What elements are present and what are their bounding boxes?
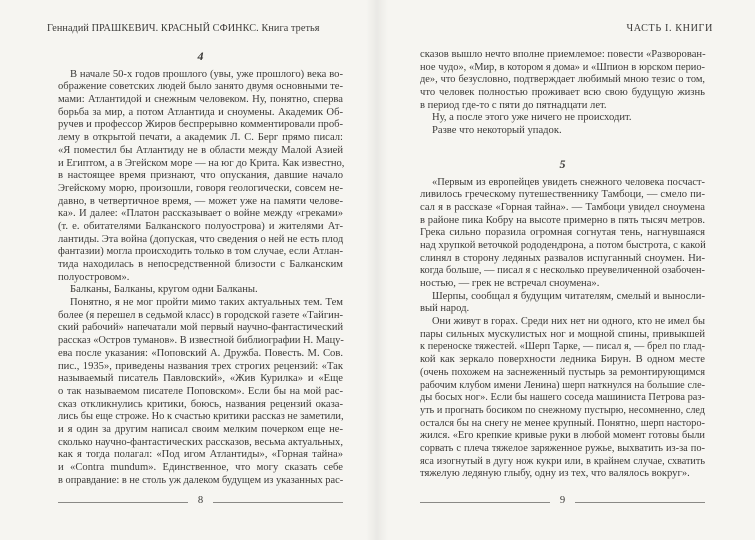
text-line: в оправдание: в не столь уж далеком будущем из указанных рас- <box>58 474 344 486</box>
paragraph <box>58 284 343 297</box>
text-line: Грека сильно поразила огромная согнутая тень, нагнувшаяся <box>420 227 705 239</box>
text-line: ева после указания: «Поповский А. Дружба. Повесть. М. Сов. <box>58 347 343 359</box>
footer-rule <box>575 502 705 503</box>
text-line: Разве что некоторый упадок. <box>432 125 562 137</box>
page-number: 8 <box>197 495 204 506</box>
text-line: ностью, — грек не встречал сноумена». <box>420 278 600 289</box>
text-line: к переноске тяжестей. «Шерп Тарке, — писал я, — брел по глад- <box>420 341 705 353</box>
page-footer-right <box>420 495 705 509</box>
text-line: лись бы еще строже. Но к счастью критики рассказ не заметили, <box>58 411 344 423</box>
text-line: о так называемом писателе Поповском». Если бы на мой рас- <box>58 385 343 397</box>
text-line: жился. «Его крепкие кривые руки в любой момент готовы были <box>420 430 705 442</box>
text-line: сказ откликнулись критики, боюсь, названия рецензий оказа- <box>58 398 343 410</box>
left-page-body <box>58 50 343 487</box>
text-line: что человек полностью проживает всю свою будущую жизнь <box>420 87 705 99</box>
text-line: уть и прогнать босиком по снежному пустырю, несомненно, след <box>420 404 705 416</box>
paragraph <box>58 69 343 285</box>
text-line: пары сильных мускулистых ног и мощной спины, привыкшей <box>420 328 705 340</box>
footer-rule <box>58 502 188 503</box>
text-line: Эгейскому морю, произошли, говоря геологически, совсем не- <box>58 182 343 194</box>
page-footer-left <box>58 495 343 509</box>
text-line: и Египтом, а в Эгейском море — на юг до Крита. Как известно, <box>58 157 345 169</box>
text-line: полуостровом». <box>58 271 130 283</box>
text-line: ка». И далее: «Платон рассказывает о войне между «греками» <box>58 208 343 220</box>
text-line: ручев и профессор Жиров беспрерывно комментировали проб- <box>58 119 344 131</box>
page-number: 9 <box>559 495 566 506</box>
running-head-right: ЧАСТЬ I. КНИГИ <box>626 23 713 34</box>
text-line: над хрупкой веточкой рододендрона, а потом быстрота, с какой <box>420 239 706 251</box>
text-line: остался бы на снегу не менее крупный. Понятно, шерп насторо- <box>420 417 705 429</box>
text-line: когда больше, — писал я с несколько преувеличенной озабочен- <box>420 265 705 277</box>
text-line: яса изогнутый в дугу нож кукри или, в крайнем случае, схватить <box>420 455 705 467</box>
paragraph <box>420 125 705 138</box>
paragraph <box>420 316 705 481</box>
text-line: ливилось греческому путешественнику Тамбоци, — смело пи- <box>420 189 705 201</box>
paragraph <box>420 177 705 291</box>
text-line: более (я перешел в седьмой класс) в городской газете «Тайгин- <box>58 309 344 321</box>
text-line: лантиды. Эта война (допуская, что сведения о ней не есть плод <box>58 233 344 245</box>
text-line: вый народ. <box>420 303 470 315</box>
text-line: называемый писатель Павловский», «Жив Курилка» и «Еще <box>58 373 343 385</box>
text-line: сорвать с плеча тяжелое заряженное ружье, выхватить из-за по- <box>420 442 705 454</box>
text-line: ский рабочий» напечатали мой первый научно-фантастический <box>58 322 343 334</box>
text-line: фантазии) могла происходить только в том случае, если Атлан- <box>58 246 343 258</box>
right-page <box>378 0 755 540</box>
text-line: и «Contra mundum». Единственное, что могу сказать себе <box>58 462 343 473</box>
chapter-heading: 5 <box>559 156 566 171</box>
text-line: борьба за мир, а потом Атлантида и сноумены. Академик Об- <box>58 106 343 118</box>
paragraph <box>420 49 705 112</box>
text-line: тяжелую ледяную глыбу, одну из тех, что валялось вокруг». <box>420 468 690 480</box>
paragraph <box>58 297 343 487</box>
text-line: Понятно, я не мог пройти мимо таких актуальных тем. Тем <box>70 297 343 309</box>
text-line: В начале 50-х годов прошлого (увы, уже прошлого) века во- <box>70 68 343 80</box>
text-line: давно, в четвертичное время, — может уже на памяти челове- <box>58 195 343 207</box>
text-line: де», что безусловно, подтверждает любимый мною тезис о том, <box>420 74 705 86</box>
text-line: рабочим клубом имени Ленина) шерп наткнулся на большие сле- <box>420 379 705 391</box>
paragraph <box>420 112 705 125</box>
text-line: пис., 1935», приведены названия трех строгих рецензий: «Так <box>58 360 343 372</box>
text-line: ное чудо», «Мир, в котором я дома» и «Шпион в юрском перио- <box>420 61 705 73</box>
text-line: лему в открытой печати, а академик Л. С. Берг прямо писал: <box>58 132 343 144</box>
left-page <box>0 0 377 540</box>
text-line: тида находилась в непосредственной близости с Балканским <box>58 259 343 270</box>
text-line: (т. е. обитателями Балканского полуострова) и жителями Ат- <box>58 220 343 232</box>
running-head-left: Геннадий ПРАШКЕВИЧ. КРАСНЫЙ СФИНКС. Книга третья <box>47 23 320 34</box>
text-line: Они живут в горах. Среди них нет ни одного, кто не имел бы <box>432 316 705 328</box>
text-line: как я тогда полагал: «Под игом Атлантиды», «Горная тайна» <box>58 449 343 461</box>
text-line: сказов вышло нечто вполне приемлемое: повести «Разворован- <box>420 49 706 60</box>
text-line: Ну, а после этого уже ничего не происходит. <box>432 112 632 124</box>
right-page-body <box>420 49 705 481</box>
text-line: сал я в рассказе «Горная тайна». — Тамбоци увидел сноумена <box>420 201 705 213</box>
text-line: «Первым из европейцев увидеть снежного человека посчаст- <box>432 176 705 188</box>
text-line: ды босых ног». Если бы нашего соседа машиниста Петрова раз- <box>420 392 705 404</box>
text-line: (очень похожем на заснеженный пустырь за ремонтирующимся <box>420 366 705 378</box>
text-line: в период где-то с пяти до пятнадцати лет. <box>420 99 607 111</box>
text-line: ображение советских людей было занято двумя основными те- <box>58 81 343 93</box>
text-line: Шерпы, сообщал я будущим читателям, смелый и выносли- <box>432 290 705 302</box>
paragraph <box>420 291 705 316</box>
text-line: «Я поместил бы Атлантиду не в области между Малой Азией <box>58 144 343 156</box>
text-line: слинял в сторону ледяных развалов испуганный сноумен. Ни- <box>420 252 705 264</box>
text-line: в районе пика Кобру на высоте примерно в пять тысяч метров. <box>420 214 705 226</box>
text-line: рассказ «Остров туманов». В известной библиографии Н. Мацу- <box>58 335 344 347</box>
footer-rule <box>420 502 550 503</box>
chapter-heading: 4 <box>197 49 204 63</box>
text-line: мами: Атлантидой и снежным человеком. Ну, понятно, сперва <box>58 94 343 106</box>
text-line: и я один за другим написал своим мелким почерком еще не- <box>58 423 343 435</box>
text-line: Балканы, Балканы, кругом одни Балканы. <box>70 284 258 296</box>
text-line: кой как зеркало поверхности ледника Бирун. В одном месте <box>420 354 705 366</box>
section-spacer <box>420 138 705 158</box>
text-line: в настоящее время признают, что опускания, давшие начало <box>58 170 343 182</box>
text-line: сколько научно-фантастических рассказов, весьма актуальных, <box>58 436 343 448</box>
footer-rule <box>213 502 343 503</box>
